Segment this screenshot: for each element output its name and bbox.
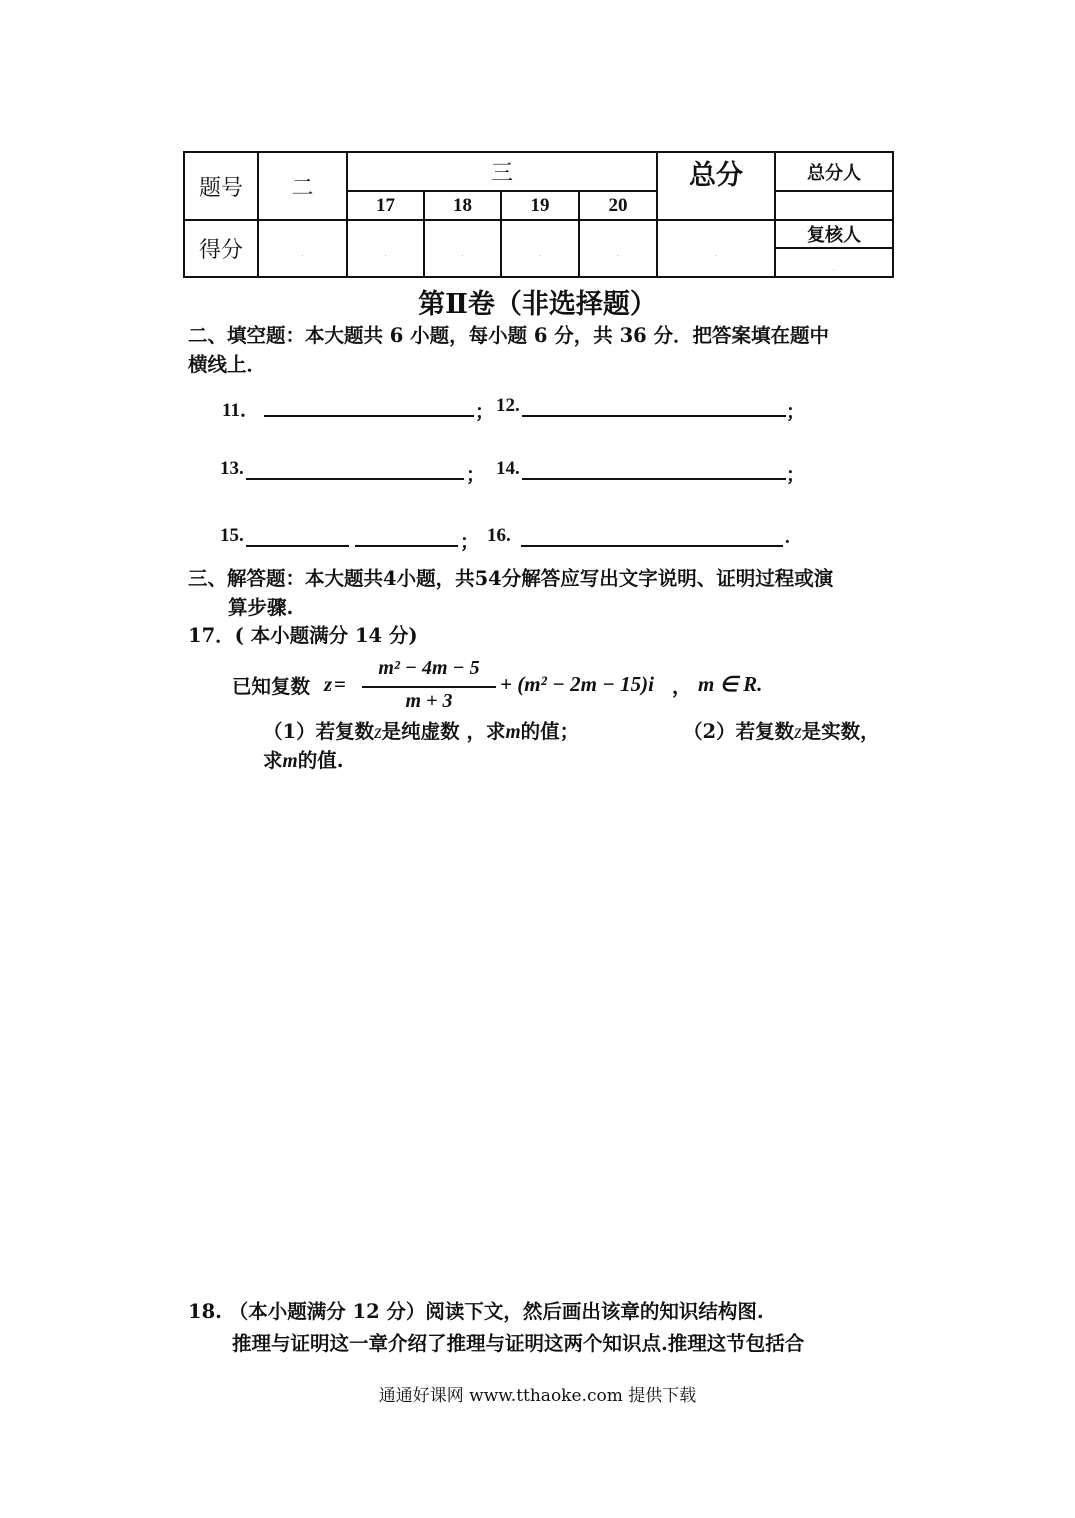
q17-imag-part: + (m² − 2m − 15)i [500, 672, 654, 696]
q13-separator: ； [466, 465, 486, 486]
section3-heading-line2: 算步骤. [228, 596, 294, 619]
q17-fraction-bar [362, 686, 496, 688]
row-label-defen: 得分 [184, 220, 258, 277]
q15-label: 15. [220, 525, 244, 546]
header-q20: 20 [579, 191, 657, 220]
section2-heading-line1: 二、填空题：本大题共 6 小题，每小题 6 分，共 36 分．把答案填在题中 [188, 324, 830, 347]
q18-text-line: 推理与证明这一章介绍了推理与证明这两个知识点.推理这节包括合 [232, 1332, 805, 1355]
part-title: 第Ⅱ卷（非选择题） [418, 289, 657, 320]
q17-fraction-denominator: m + 3 [405, 690, 453, 712]
q17-domain: m ∈ R. [698, 672, 763, 696]
score-cell-q20[interactable]: . [579, 220, 657, 277]
q17-comma: ， [672, 675, 692, 698]
q16-label: 16. [487, 525, 511, 546]
q14-label: 14. [496, 458, 520, 479]
header-section-san: 三 [347, 152, 657, 191]
q15-separator: ； [460, 532, 480, 553]
q17-part1-m: m [505, 722, 521, 743]
q17-fraction-numerator: m² − 4m − 5 [378, 657, 480, 679]
q14-separator: ； [786, 465, 806, 486]
q17-part1-prefix: （1）若复数 [263, 720, 375, 743]
score-cell-q18[interactable]: . [424, 220, 501, 277]
q15-answer-blank-2[interactable] [355, 545, 458, 547]
q17-part2 [683, 718, 880, 747]
q17-equals: = [334, 672, 346, 696]
header-q17: 17 [347, 191, 424, 220]
q12-separator: ； [786, 402, 806, 423]
q11-label: 11． [222, 400, 259, 421]
fuheren-entry-cell[interactable]: . [775, 248, 893, 277]
header-q19: 19 [501, 191, 579, 220]
q11-separator: ； [475, 402, 495, 423]
header-section-er: 二 [258, 152, 347, 220]
score-cell-q19[interactable]: . [501, 220, 579, 277]
score-cell-total[interactable]: . [657, 220, 775, 277]
q17-subquestions-line2 [263, 747, 343, 776]
q17-z-symbol: z [324, 672, 333, 696]
q17-part2-z: z [794, 722, 802, 743]
q12-answer-blank[interactable] [522, 415, 786, 417]
q17-header: 17．( 本小题满分 14 分) [188, 624, 418, 647]
page-footer: 通通好课网 www.tthaoke.com 提供下载 [378, 1386, 697, 1406]
q18-header: 18. （本小题满分 12 分）阅读下文，然后画出该章的知识结构图. [188, 1300, 764, 1323]
q17-part2-suffix: 是实数， [801, 720, 880, 743]
q17-formula [232, 657, 792, 720]
q15-answer-blank-1[interactable] [246, 545, 349, 547]
q17-part2-line2-prefix: 求 [263, 749, 283, 772]
q11-answer-blank[interactable] [264, 415, 474, 417]
section3-heading-line1: 三、解答题：本大题共4小题，共54分解答应写出文字说明、证明过程或演 [188, 567, 834, 590]
section2-heading-line2: 横线上． [188, 353, 267, 376]
header-fuheren: 复核人 [775, 220, 893, 248]
q16-answer-blank[interactable] [521, 545, 783, 547]
q17-part1-suffix: 的值； [520, 720, 580, 743]
q12-label: 12. [496, 395, 520, 416]
score-table [183, 151, 894, 278]
q17-given-prefix: 已知复数 [232, 675, 311, 698]
q17-part1-middle: 是纯虚数 ，求 [381, 720, 506, 743]
header-q18: 18 [424, 191, 501, 220]
q17-part2-prefix: （2）若复数 [683, 720, 795, 743]
q13-answer-blank[interactable] [246, 478, 464, 480]
zongfenren-entry-cell[interactable] [775, 191, 893, 220]
score-cell-er[interactable]: . [258, 220, 347, 277]
q17-part2-line2-suffix: 的值. [297, 749, 344, 772]
q14-answer-blank[interactable] [522, 478, 786, 480]
q17-part1-z: z [374, 722, 382, 743]
q17-part2-m: m [282, 751, 298, 772]
score-cell-q17[interactable]: . [347, 220, 424, 277]
q13-label: 13. [220, 458, 244, 479]
header-tihao: 题号 [184, 152, 258, 220]
header-zongfenren: 总分人 [775, 152, 893, 191]
header-zongfen: 总分 [657, 152, 775, 220]
q16-period: . [785, 527, 790, 548]
